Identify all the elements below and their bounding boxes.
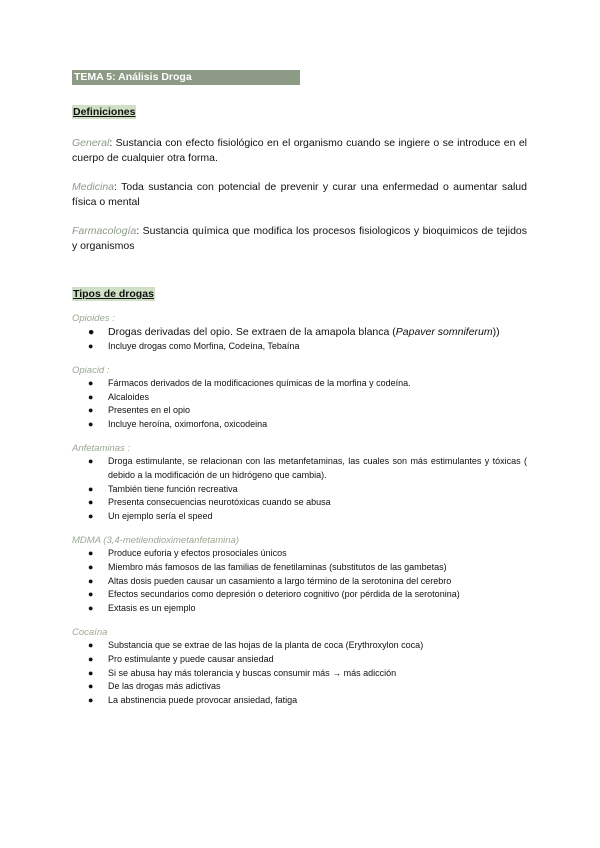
category-anfetaminas: Anfetaminas : [72,442,131,454]
list-item [72,547,527,561]
bullet-icon: ● [88,326,95,338]
bullet-icon: ● [88,377,94,388]
item-text: Presenta consecuencias neurotóxicas cuando se abusa [108,497,331,508]
list-item [72,561,527,575]
item-text: Substancia que se extrae de las hojas de la planta de coca (Erythroxylon coca) [108,639,424,650]
item-text: Extasis es un ejemplo [108,603,196,614]
list-item [72,483,527,497]
definition-term: Farmacología [72,225,137,237]
list-opioides [72,325,527,354]
list-item [72,575,527,589]
item-text: De las drogas más adictivas [108,681,221,692]
bullet-icon: ● [88,547,94,558]
section-heading-definiciones: Definiciones [73,106,136,118]
list-mdma [72,547,527,616]
bullet-icon: ● [88,497,94,508]
item-text: También tiene función recreativa [108,483,238,494]
list-item [72,680,527,694]
definition-text: : Toda sustancia con potencial de prevenir y curar una enfermedad o aumentar salud física o mental [72,181,527,208]
bullet-icon: ● [88,603,94,614]
bullet-icon: ● [88,341,94,351]
bullet-icon: ● [88,639,94,650]
definition-general [72,136,527,166]
list-item [72,694,527,708]
item-text: Efectos secundarios como depresión o deterioro cognitivo (por pérdida de la serotonina) [108,589,460,600]
list-item [72,588,527,602]
category-opioides: Opioides : [72,313,115,324]
bullet-icon: ● [88,561,94,572]
item-text: )) [492,326,500,338]
definition-text: : Sustancia química que modifica los procesos fisiologicos y bioquimicos de tejidos y organismos [72,225,527,252]
bullet-icon: ● [88,483,94,494]
list-item [72,496,527,510]
item-text: Incluye heroína, oximorfona, oxicodeina [108,419,268,430]
list-opiacid [72,377,527,432]
item-text: Alcaloides [108,391,150,402]
bullet-icon: ● [88,511,94,522]
definition-text: : Sustancia con efecto fisiológico en el organismo cuando se ingiere o se introduce en el cuerpo de cualquier otra forma. [72,137,527,164]
item-text: Drogas derivadas del opio. Se extraen de la amapola blanca ( [108,326,396,338]
item-text: Incluye drogas como Morfina, Codeína, Tebaína [108,341,300,351]
definition-farmacologia [72,224,527,254]
document-title: TEMA 5: Análisis Droga [72,70,300,85]
item-text: Altas dosis pueden causar un casamiento a largo término de la serotonina del cerebro [108,575,452,586]
bullet-icon: ● [88,391,94,402]
bullet-icon: ● [88,653,94,664]
bullet-icon: ● [88,455,94,466]
list-item [72,602,527,616]
bullet-icon: ● [88,667,94,678]
list-cocaina [72,639,527,708]
category-mdma: MDMA (3,4-metilendioximetanfetamina) [72,534,240,546]
item-text: Produce euforia y efectos prosociales únicos [108,547,287,558]
list-item [72,325,527,340]
list-item [72,404,527,418]
item-text: Pro estimulante y puede causar ansiedad [108,653,274,664]
bullet-icon: ● [88,589,94,600]
bullet-icon: ● [88,575,94,586]
bullet-icon: ● [88,405,94,416]
list-item [72,667,527,681]
section-heading-tipos: Tipos de drogas [73,288,154,300]
list-item [72,377,527,391]
document-page [72,70,527,708]
item-text: Fármacos derivados de la modificaciones químicas de la morfina y codeína. [108,377,411,388]
bullet-icon: ● [88,681,94,692]
definition-term: General [72,137,110,149]
list-item [72,391,527,405]
list-item [72,418,527,432]
list-item [72,510,527,524]
list-anfetaminas [72,455,527,524]
list-item [72,340,527,354]
item-text: Un ejemplo sería el speed [108,511,213,522]
bullet-icon: ● [88,695,94,706]
category-opiacid: Opiacid : [72,364,110,376]
list-item [72,639,527,653]
item-text: Presentes en el opio [108,405,191,416]
item-text: Droga estimulante, se relacionan con las metanfetaminas, las cuales son más estimulantes y tóxicas ( debido a la modificación de un hidrógeno que cambia). [108,455,527,480]
list-item [72,455,527,483]
definition-term: Medicina [72,181,115,193]
item-italic-text: Papaver somniferum [395,326,493,338]
definition-medicina [72,180,527,210]
item-text: Miembro más famosos de las familias de fenetilaminas (substitutos de las gambetas) [108,561,447,572]
list-item [72,653,527,667]
item-text: La abstinencia puede provocar ansiedad, fatiga [108,695,298,706]
category-cocaina: Cocaína [72,626,108,638]
item-text: Si se abusa hay más tolerancia y buscas consumir más → más adicción [108,667,397,678]
bullet-icon: ● [88,419,94,430]
